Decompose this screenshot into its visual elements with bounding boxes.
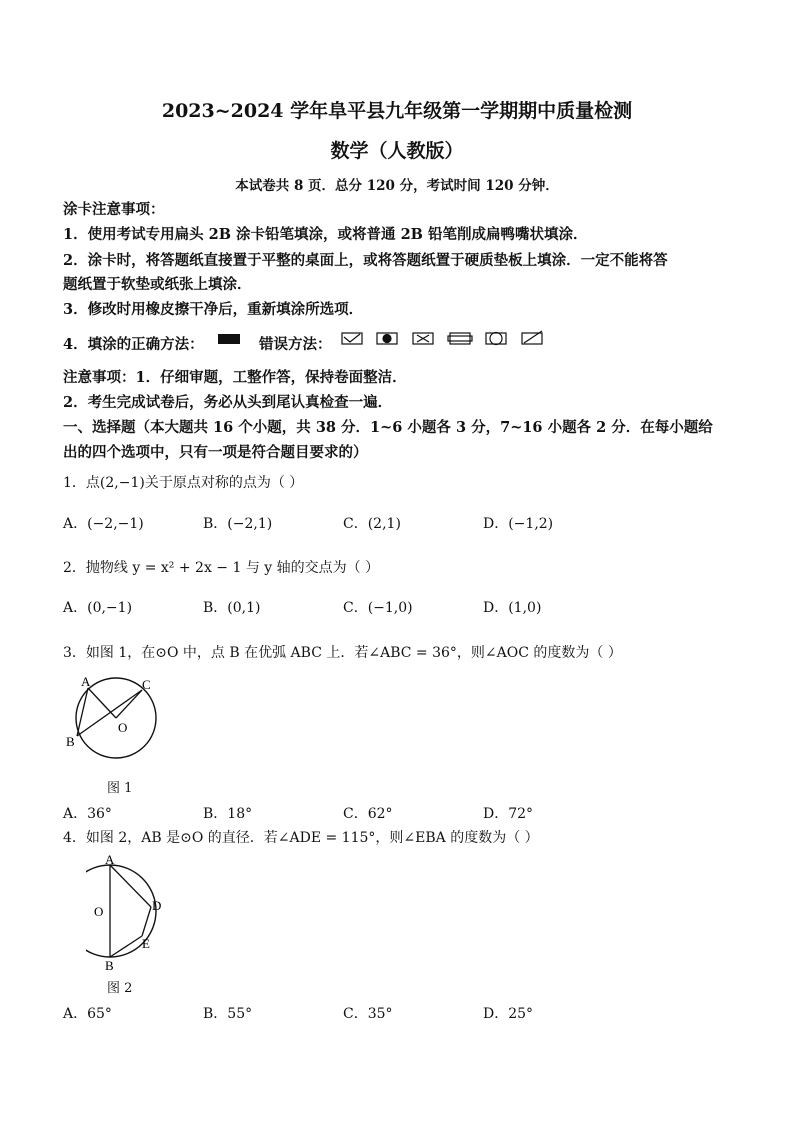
card-note-4-wrong: 错误方法：: [259, 336, 332, 353]
question-3-option-c: C．62°: [343, 806, 393, 822]
correct-fill-mark: [218, 334, 240, 344]
section-1-line-1: 一、选择题（本大题共 16 个小题，共 38 分．1~6 小题各 3 分，7~16 小题各 2 分．在每小题给: [63, 419, 713, 436]
question-1-option-b: B．(−2,1): [203, 516, 273, 532]
card-note-2-line1: 2．涂卡时，将答题纸直接置于平整的桌面上，或将答题纸置于硬质垫板上填涂．一定不能将答: [63, 252, 668, 269]
wrong-mark-partial: [448, 333, 472, 344]
wrong-mark-dot: [377, 333, 397, 344]
exam-info: 本试卷共 8 页．总分 120 分，考试时间 120 分钟．: [235, 178, 559, 194]
figure-1-label-b: B: [66, 734, 75, 749]
figure-2-line-de: [142, 907, 151, 936]
section-1-line-2: 出的四个选项中，只有一项是符合题目要求的）: [63, 444, 368, 461]
figure-2-label-d: D: [152, 898, 162, 913]
wrong-mark-cross: [413, 333, 433, 344]
card-note-2-line2: 题纸置于软垫或纸张上填涂．: [63, 276, 252, 293]
figure-2-circle-diagram: [86, 852, 166, 974]
figure-1-caption: 图 1: [107, 781, 133, 796]
figure-2-label-o: O: [94, 904, 104, 919]
card-note-4-label: 4．填涂的正确方法：: [63, 336, 204, 353]
notes-line-1: 注意事项：1．仔细审题，工整作答，保持卷面整洁．: [63, 369, 407, 386]
figure-1-label-a: A: [81, 674, 91, 689]
card-notes-heading: 涂卡注意事项：: [63, 201, 165, 218]
question-4-option-a: A．65°: [63, 1006, 112, 1022]
wrong-fill-marks: [340, 329, 550, 349]
question-4-stem: 4．如图 2，AB 是⊙O 的直径．若∠ADE = 115°，则∠EBA 的度数为（ ）: [63, 830, 539, 846]
figure-1-circle-diagram: [58, 672, 170, 776]
figure-2-label-e: E: [142, 936, 150, 951]
question-2-option-c: C．(−1,0): [343, 600, 413, 616]
question-4-option-c: C．35°: [343, 1006, 393, 1022]
wrong-mark-circle: [486, 333, 506, 345]
question-3-option-b: B．18°: [203, 806, 253, 822]
question-1-option-a: A．(−2,−1): [63, 516, 144, 532]
figure-1-line-oc: [116, 690, 142, 718]
figure-2-label-b: B: [105, 958, 114, 973]
question-1-option-c: C．(2,1): [343, 516, 401, 532]
question-4-option-b: B．55°: [203, 1006, 253, 1022]
question-2-stem: 2．抛物线 y = x² + 2x − 1 与 y 轴的交点为（ ）: [63, 560, 380, 576]
question-1-option-d: D．(−1,2): [483, 516, 554, 532]
figure-1-line-bc: [77, 690, 142, 736]
wrong-mark-check: [342, 333, 362, 344]
exam-subtitle: 数学（人教版）: [330, 140, 464, 162]
question-3-option-d: D．72°: [483, 806, 534, 822]
question-1-stem: 1．点(2,−1)关于原点对称的点为（ ）: [63, 475, 304, 491]
question-2-option-d: D．(1,0): [483, 600, 542, 616]
question-3-stem: 3．如图 1，在⊙O 中，点 B 在优弧 ABC 上．若∠ABC = 36°，则∠AOC 的度数为（ ）: [63, 645, 622, 661]
notes-line-2: 2．考生完成试卷后，务必从头到尾认真检查一遍．: [63, 394, 393, 411]
figure-2-label-a: A: [105, 852, 115, 867]
card-note-1: 1．使用考试专用扁头 2B 涂卡铅笔填涂，或将普通 2B 铅笔削成扁鸭嘴状填涂．: [63, 226, 588, 243]
question-3-option-a: A．36°: [63, 806, 112, 822]
figure-2-caption: 图 2: [107, 981, 133, 996]
card-note-3: 3．修改时用橡皮擦干净后，重新填涂所选项．: [63, 301, 364, 318]
wrong-mark-slash: [522, 331, 542, 344]
question-2-option-b: B．(0,1): [203, 600, 261, 616]
figure-2-line-ad: [110, 865, 151, 907]
question-2-option-a: A．(0,−1): [63, 600, 133, 616]
question-4-option-d: D．25°: [483, 1006, 534, 1022]
figure-1-label-c: C: [142, 677, 151, 692]
figure-1-line-ao: [88, 688, 116, 718]
exam-title: 2023~2024 学年阜平县九年级第一学期期中质量检测: [161, 100, 633, 122]
figure-1-label-o: O: [118, 720, 128, 735]
